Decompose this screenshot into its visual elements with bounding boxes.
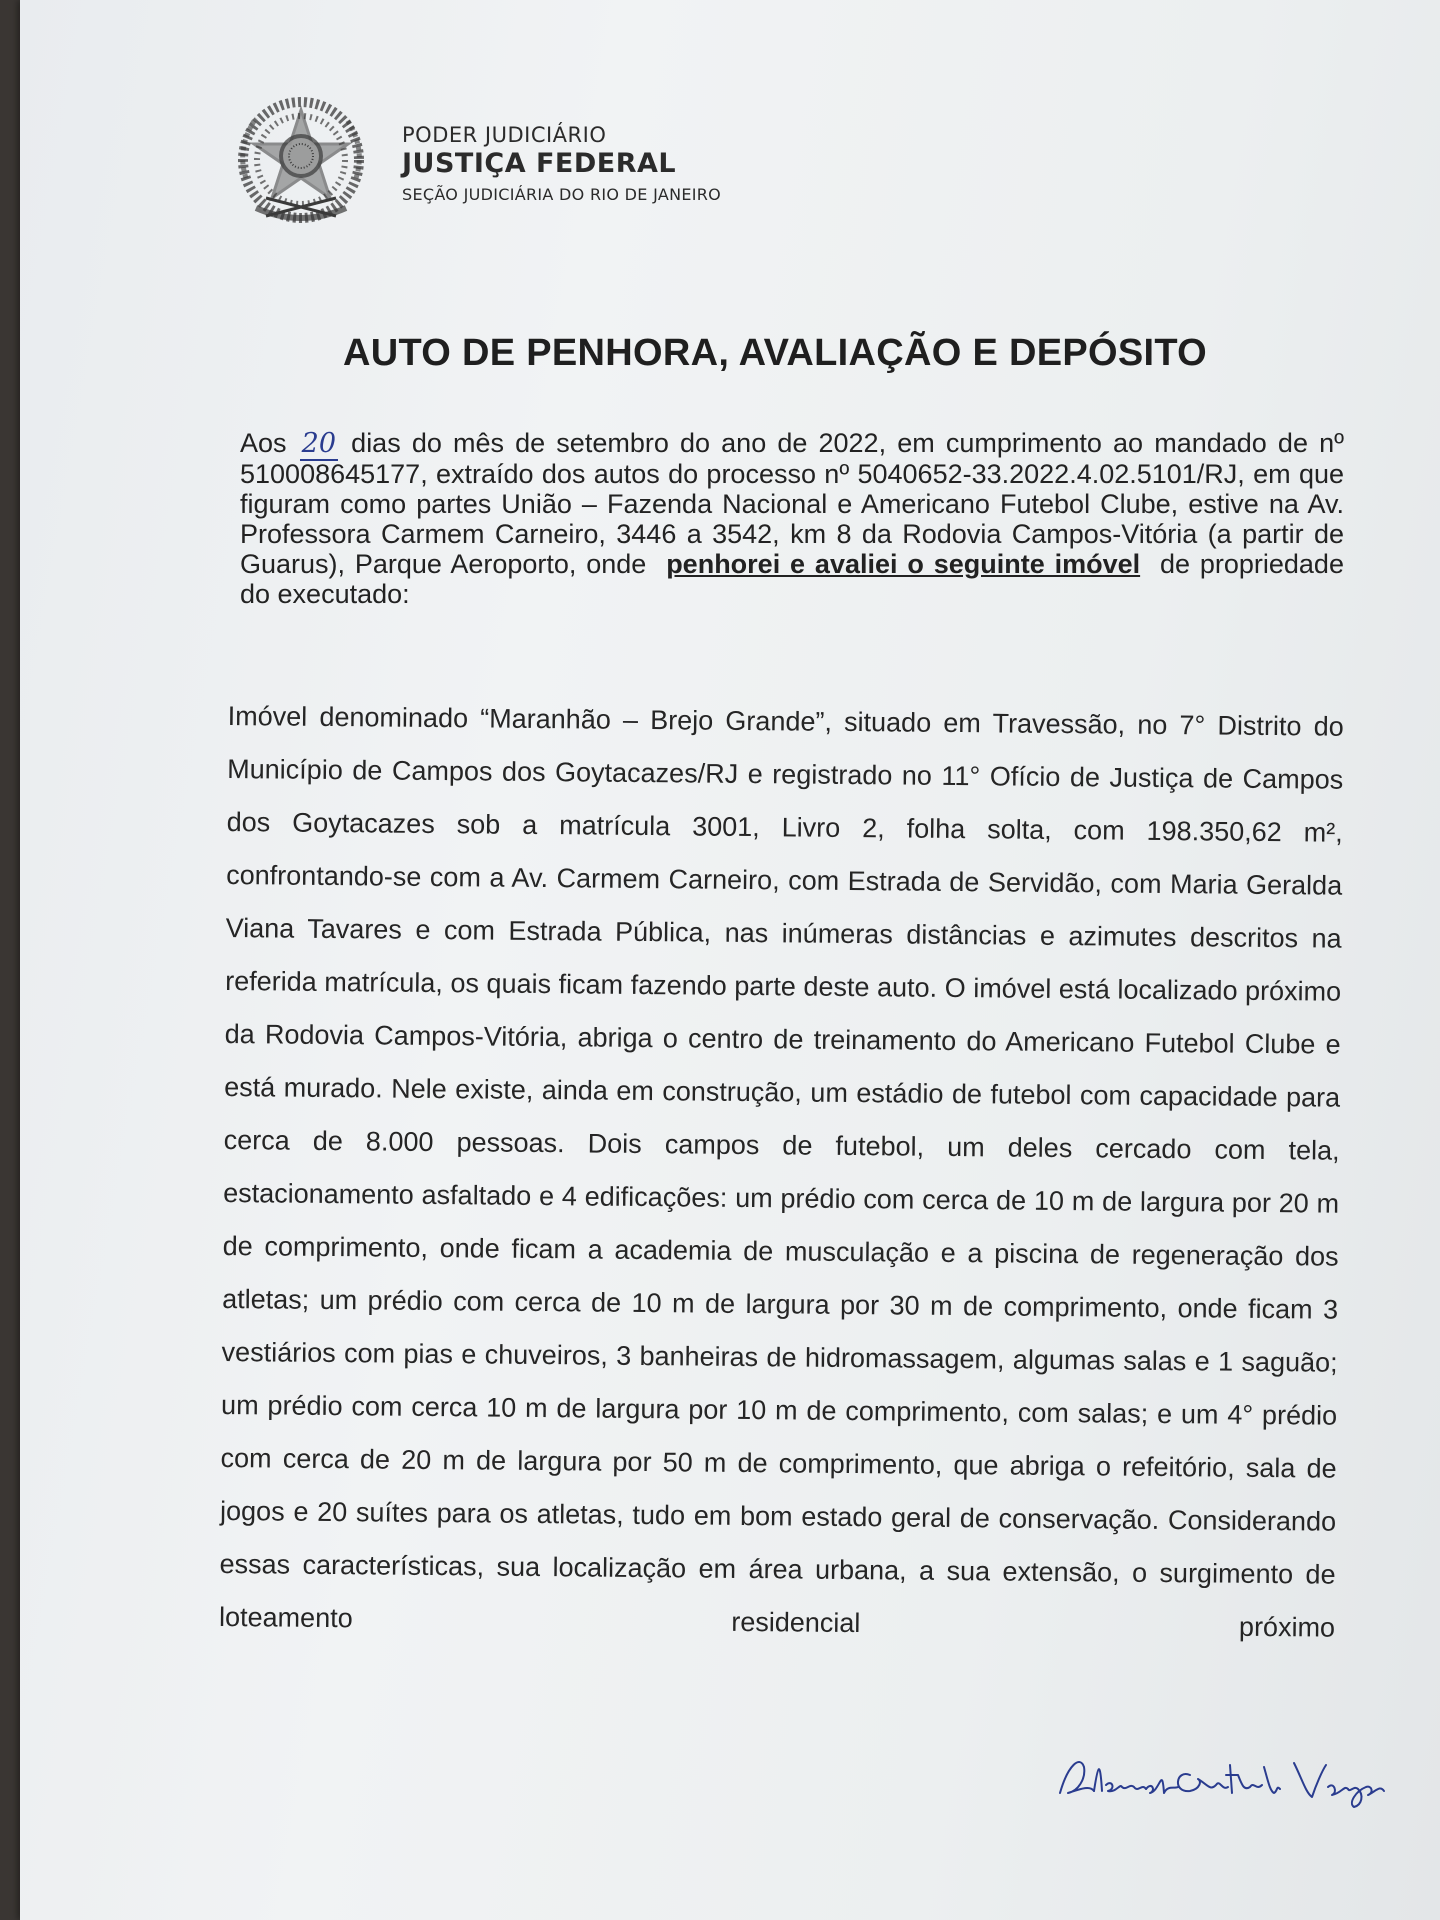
- intro-prefix: Aos: [240, 428, 287, 458]
- intro-suffix: de propriedade do executado:: [240, 549, 1344, 609]
- org-line-2: JUSTIÇA FEDERAL: [402, 148, 677, 179]
- property-description: Imóvel denominado “Maranhão – Brejo Grande”, situado em Travessão, no 7° Distrito do Município de Campos dos Goytacazes/RJ e registrado no 11° Ofício de Justiça de Campos dos Goytacazes sob a matrícula 3001, Livro 2, folha solta, com 198.350,62 m², confrontando-se com a Av. Carmem Carneiro, com Estrada de Servidão, com Maria Geralda Viana Tavares e com Estrada Pública, nas inúmeras distâncias e azimutes descritos na referida matrícula, os quais ficam fazendo parte deste auto. O imóvel está localizado próximo da Rodovia Campos-Vitória, abriga o centro de treinamento do Americano Futebol Clube e está murado. Nele existe, ainda em construção, um estádio de futebol com capacidade para cerca de 8.000 pessoas. Dois campos de futebol, um deles cercado com tela, estacionamento asfaltado e 4 edificações: um prédio com cerca de 10 m de largura por 20 m de comprimento, onde ficam a academia de musculação e a piscina de regeneração dos atletas; um prédio com cerca de 10 m de largura por 30 m de comprimento, onde ficam 3 vestiários com pias e chuveiros, 3 banheiras de hidromassagem, algumas salas e 1 saguão; um prédio com cerca 10 m de largura por 10 m de comprimento, com salas; e um 4° prédio com cerca de 20 m de largura por 50 m de comprimento, que abriga o refeitório, sala de jogos e 20 suítes para os atletas, tudo em bom estado geral de conservação. Considerando essas características, sua localização em área urbana, a sua extensão, o surgimento de loteamento residencial próximo: [218, 700, 1344, 1643]
- handwritten-day: 20: [301, 428, 337, 459]
- org-line-1: PODER JUDICIÁRIO: [402, 123, 607, 147]
- handwritten-signature: [1050, 1745, 1390, 1815]
- intro-text: dias do mês de setembro do ano de 2022, em cumprimento ao mandado de nº 510008645177, extraído dos autos do processo nº 5040652-33.2022.4.02.5101/RJ, em que figuram como partes União – Fazenda Nacional e Americano Futebol Clube, estive na Av. Professora Carmem Carneiro, 3446 a 3542, km 8 da Rodovia Campos-Vitória (a partir de Guarus), Parque Aeroporto, onde: [240, 428, 1344, 579]
- brazil-coat-of-arms-icon: [226, 88, 376, 236]
- document-title: AUTO DE PENHORA, AVALIAÇÃO E DEPÓSITO: [342, 332, 1208, 374]
- intro-paragraph: [240, 428, 1344, 609]
- document-page: [20, 0, 1440, 1920]
- org-line-3: SEÇÃO JUDICIÁRIA DO RIO DE JANEIRO: [402, 185, 722, 204]
- intro-emphasis: penhorei e avaliei o seguinte imóvel: [666, 549, 1141, 579]
- organization-name: [402, 122, 721, 210]
